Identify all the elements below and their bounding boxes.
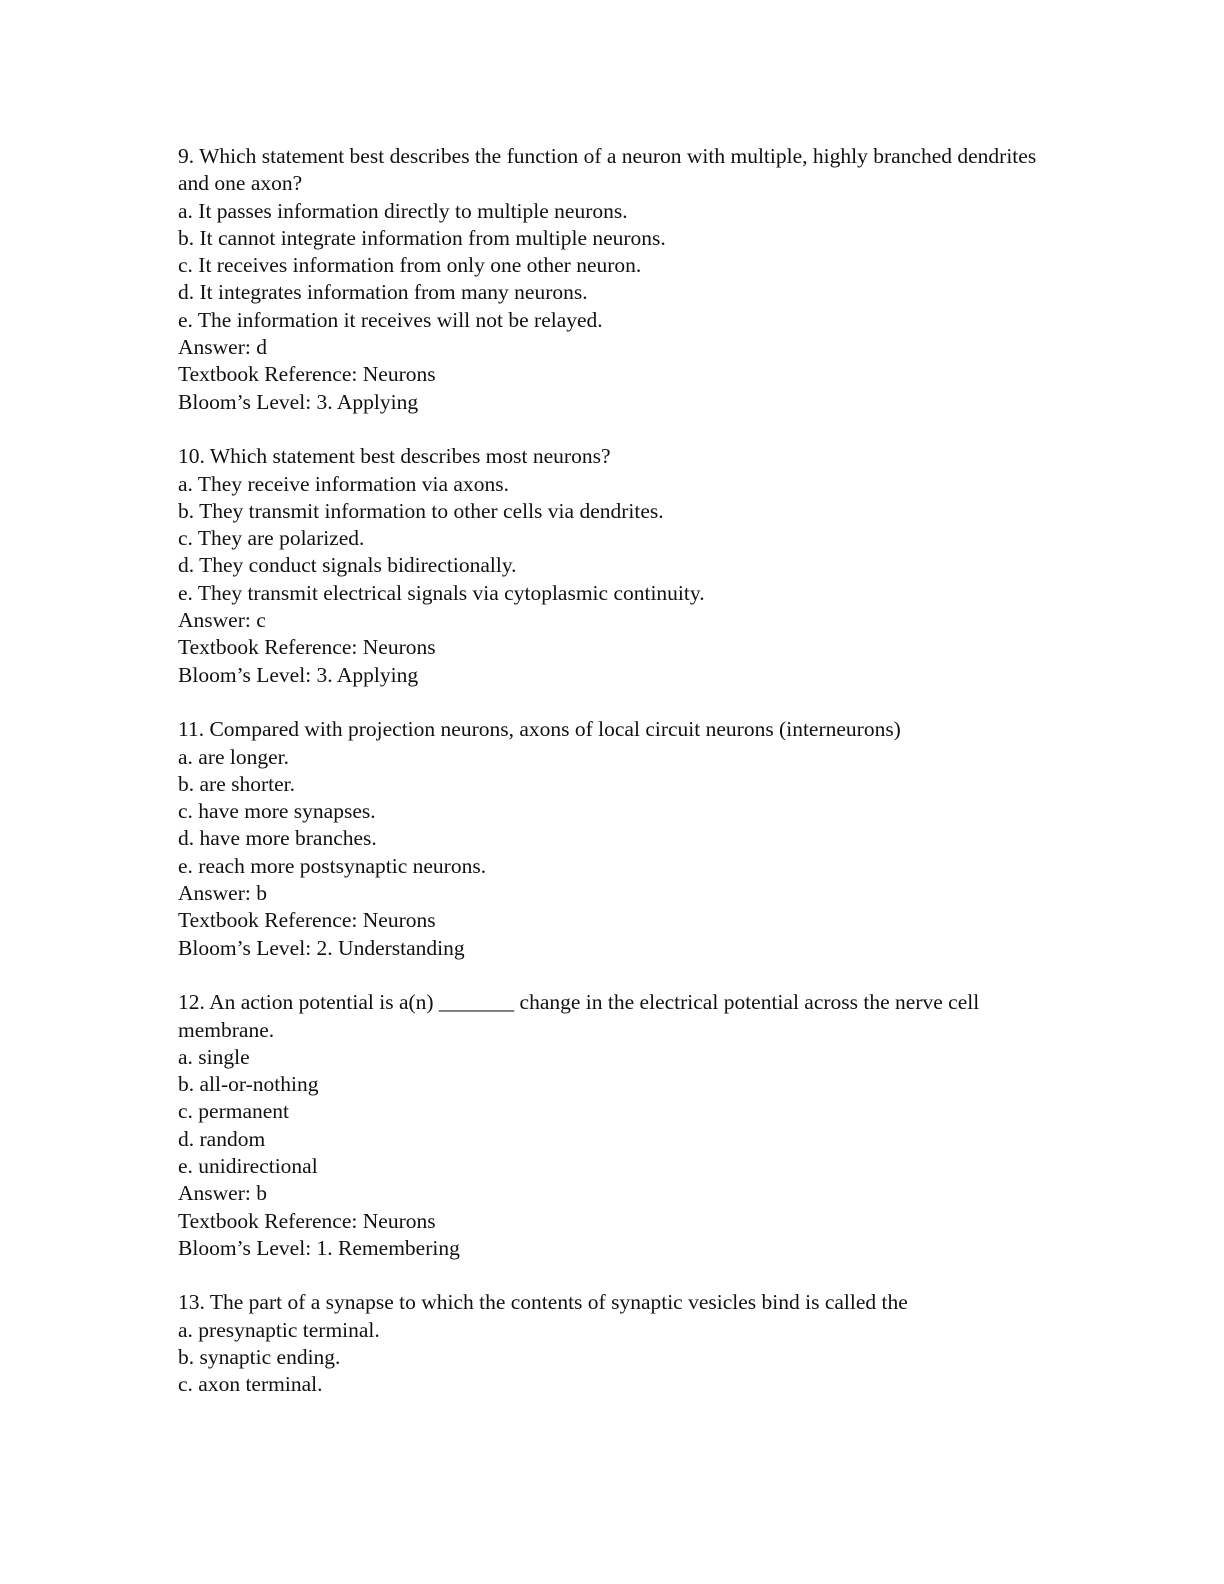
- question-stem: 12. An action potential is a(n) _______ change in the electrical potential across the nerve cell membrane.: [178, 990, 985, 1042]
- answer-line: Answer: b: [178, 881, 267, 906]
- textbook-reference: Textbook Reference: Neurons: [178, 908, 436, 933]
- blooms-level: Bloom’s Level: 3. Applying: [178, 662, 419, 687]
- question-10: [178, 443, 1058, 689]
- answer-line: Answer: d: [178, 335, 267, 360]
- option-c: c. axon terminal.: [178, 1372, 323, 1397]
- option-b: b. They transmit information to other cells via dendrites.: [178, 498, 664, 523]
- question-12: [178, 989, 1058, 1262]
- option-a: a. It passes information directly to multiple neurons.: [178, 198, 628, 223]
- question-stem: 10. Which statement best describes most neurons?: [178, 444, 611, 469]
- question-stem: 13. The part of a synapse to which the contents of synaptic vesicles bind is called the: [178, 1290, 908, 1315]
- option-e: e. reach more postsynaptic neurons.: [178, 853, 487, 878]
- question-11: [178, 716, 1058, 962]
- option-b: b. all-or-nothing: [178, 1072, 319, 1097]
- answer-line: Answer: c: [178, 608, 266, 633]
- option-a: a. presynaptic terminal.: [178, 1317, 380, 1342]
- option-c: c. It receives information from only one other neuron.: [178, 253, 642, 278]
- option-c: c. They are polarized.: [178, 526, 365, 551]
- textbook-reference: Textbook Reference: Neurons: [178, 635, 436, 660]
- option-d: d. have more branches.: [178, 826, 377, 851]
- option-b: b. are shorter.: [178, 771, 296, 796]
- option-c: c. have more synapses.: [178, 799, 376, 824]
- blooms-level: Bloom’s Level: 1. Remembering: [178, 1235, 460, 1260]
- option-c: c. permanent: [178, 1099, 290, 1124]
- answer-line: Answer: b: [178, 1181, 267, 1206]
- option-e: e. unidirectional: [178, 1153, 318, 1178]
- blooms-level: Bloom’s Level: 2. Understanding: [178, 935, 465, 960]
- option-a: a. single: [178, 1044, 250, 1069]
- document-page: [178, 143, 1058, 1426]
- textbook-reference: Textbook Reference: Neurons: [178, 362, 436, 387]
- option-d: d. They conduct signals bidirectionally.: [178, 553, 517, 578]
- option-b: b. synaptic ending.: [178, 1345, 341, 1370]
- option-d: d. random: [178, 1126, 266, 1151]
- option-a: a. are longer.: [178, 744, 290, 769]
- question-stem: 9. Which statement best describes the function of a neuron with multiple, highly branched dendrites and one axon?: [178, 144, 1042, 196]
- blooms-level: Bloom’s Level: 3. Applying: [178, 389, 419, 414]
- option-d: d. It integrates information from many neurons.: [178, 280, 588, 305]
- question-13: [178, 1289, 1058, 1398]
- option-e: e. The information it receives will not be relayed.: [178, 307, 603, 332]
- question-9: [178, 143, 1058, 416]
- option-a: a. They receive information via axons.: [178, 471, 509, 496]
- option-b: b. It cannot integrate information from multiple neurons.: [178, 225, 666, 250]
- textbook-reference: Textbook Reference: Neurons: [178, 1208, 436, 1233]
- option-e: e. They transmit electrical signals via cytoplasmic continuity.: [178, 580, 705, 605]
- question-stem: 11. Compared with projection neurons, axons of local circuit neurons (interneurons): [178, 717, 901, 742]
